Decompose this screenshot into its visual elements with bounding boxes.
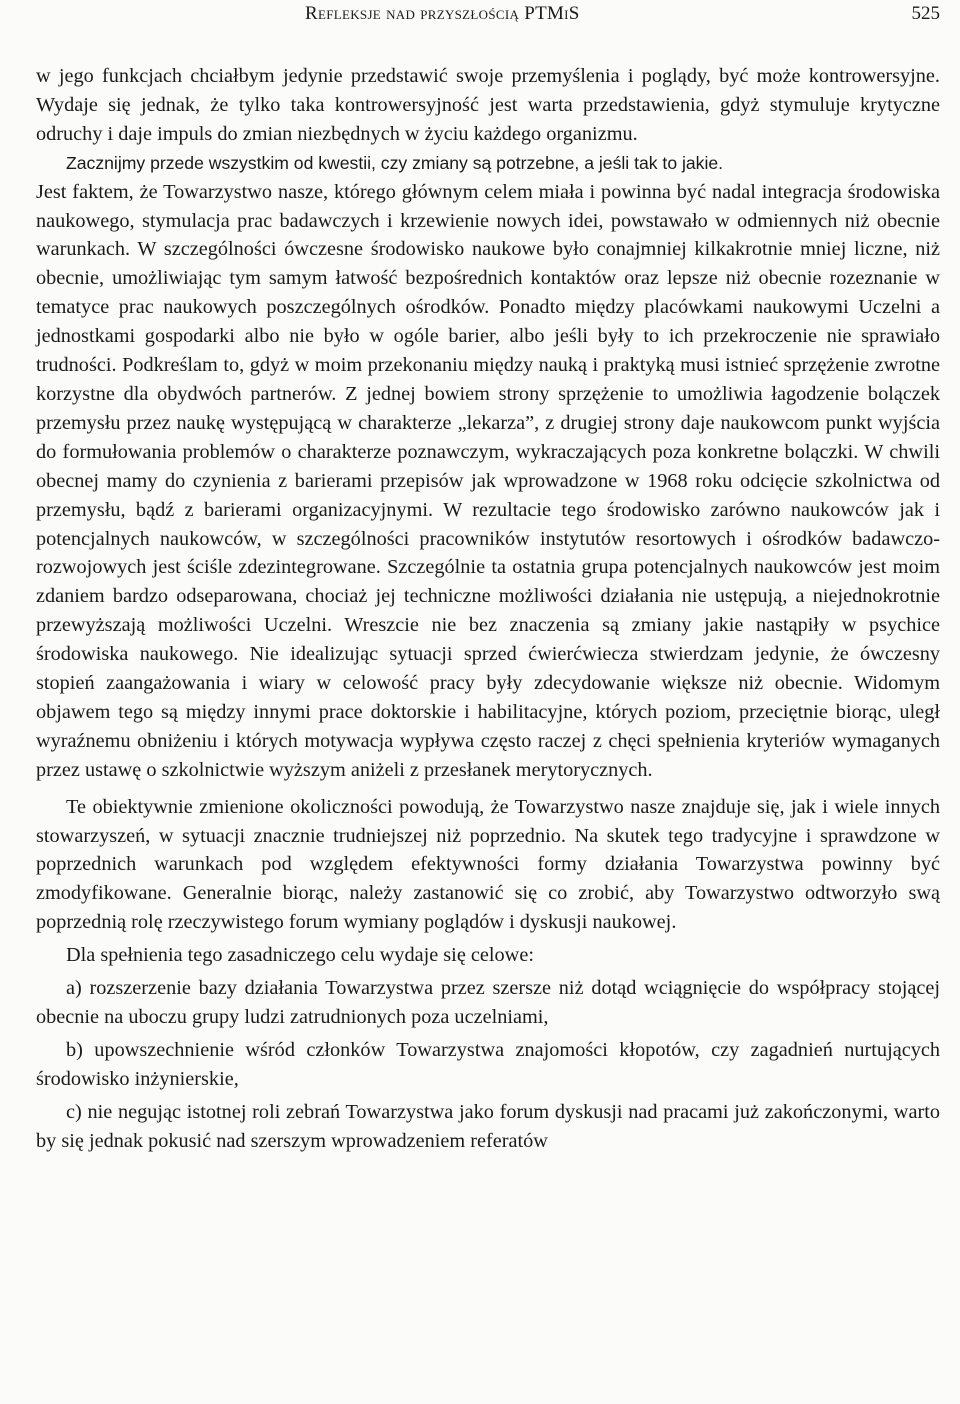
running-title-text: Refleksje nad przyszłością PTMiS [305, 3, 580, 24]
page-number: 525 [911, 3, 940, 24]
paragraph-2: Zacznijmy przede wszystkim od kwestii, czy zmiany są potrzebne, a jeśli tak to jakie. [66, 152, 724, 173]
paragraph-4: Te obiektywnie zmienione okoliczności powodują, że Towarzystwo nasze znajduje się, jak i wiele innych stowarzyszeń, w sytuacji znacznie trudniejszej niż poprzednio. Na skutek tego tradycyjne i sprawdzone w poprzednich warunkach pod względem efektywności formy działania Towarzystwa powinny być zmodyfikowane. Generalnie biorąc, należy zastanowić się co zrobić, aby Towarzystwo odtworzyło swą poprzednią rolę rzeczywistego forum wymiany poglądów i dyskusji naukowej. [36, 795, 940, 934]
list-item-b: b) upowszechnienie wśród członków Towarzystwa znajomości kłopotów, czy zagadnień nurtujących środowisko inżynierskie, [36, 1038, 940, 1090]
page-header [0, 3, 960, 33]
article-body [36, 62, 940, 1156]
running-title [305, 3, 580, 25]
list-item-c: c) nie negując istotnej roli zebrań Towarzystwa jako forum dyskusji nad pracami już zakończonymi, warto by się jednak pokusić nad szerszym wprowadzeniem referatów [36, 1100, 940, 1152]
paragraph-5: Dla spełnienia tego zasadniczego celu wydaje się celowe: [66, 944, 534, 967]
list-item-a: a) rozszerzenie bazy działania Towarzystwa przez szersze niż dotąd wciągnięcie do współpracy stojącej obecnie na uboczu grupy ludzi zatrudnionych poza uczelniami, [36, 977, 940, 1028]
paragraph-1: w jego funkcjach chciałbym jedynie przedstawić swoje przemyślenia i poglądy, być może kontrowersyjne. Wydaje się jednak, że tylko taka kontrowersyjność jest warta przedstawienia, gdyż stymuluje krytyczne odruchy i daje impuls do zmian niezbędnych w życiu każdego organizmu. [36, 65, 940, 145]
paragraph-3: Jest faktem, że Towarzystwo nasze, którego głównym celem miała i powinna być nadal integracja środowiska naukowego, stymulacja prac badawczych i krzewienie nowych idei, powstawało w odmiennych niż obecnie warunkach. W szczególności ówczesne środowisko naukowe było conajmniej kilkakrotnie mniej liczne, niż obecnie, umożliwiając tym samym łatwość bezpośrednich kontaktów oraz lepsze niż obecnie rozeznanie w tematyce prac naukowych poszczególnych ośrodków. Ponadto między placówkami naukowymi Uczelni a jednostkami gospodarki albo nie było w ogóle barier, albo jeśli były to ich przekroczenie nie sprawiało trudności. Podkreślam to, gdyż w moim przekonaniu między nauką i praktyką musi istnieć sprzężenie zwrotne korzystne dla obydwóch partnerów. Z jednej bowiem strony sprzężenie to umożliwia łagodzenie bolączek przemysłu przez naukę występującą w charakterze „lekarza”, z drugiej strony daje naukowcom punkt wyjścia do formułowania problemów o charakterze poznawczym, wykraczających poza konkretne bolączki. W chwili obecnej mamy do czynienia z barierami przepisów jak wprowadzone w 1968 roku odcięcie szkolnictwa od przemysłu, bądź z barierami organizacyjnymi. W rezultacie tego środowisko zarówno naukowców jak i potencjalnych naukowców, w szczególności pracowników instytutów resortowych i ośrodków badawczo-rozwojowych jest ściśle zdezintegrowane. Szczególnie ta ostatnia grupa potencjalnych naukowców jest moim zdaniem bardzo odseparowana, chociaż jej techniczne możliwości działania nie ustępują, a niejednokrotnie przewyższają możliwości Uczelni. Wreszcie nie bez znaczenia są zmiany jakie nastąpiły w psychice środowiska naukowego. Nie idealizując sytuacji sprzed ćwierćwiecza stwierdzam jedynie, że ówczesny stopień zaangażowania i wiary w celowość pracy były zdecydowanie większe niż obecnie. Widomym objawem tego są między innymi prace doktorskie i habilitacyjne, których poziom, przeciętnie biorąc, uległ wyraźnemu obniżeniu i których motywacja wypływa często raczej z chęci spełnienia kryteriów wymaganych przez ustawę o szkolnictwie wyższym aniżeli z przesłanek merytorycznych. [36, 180, 940, 781]
